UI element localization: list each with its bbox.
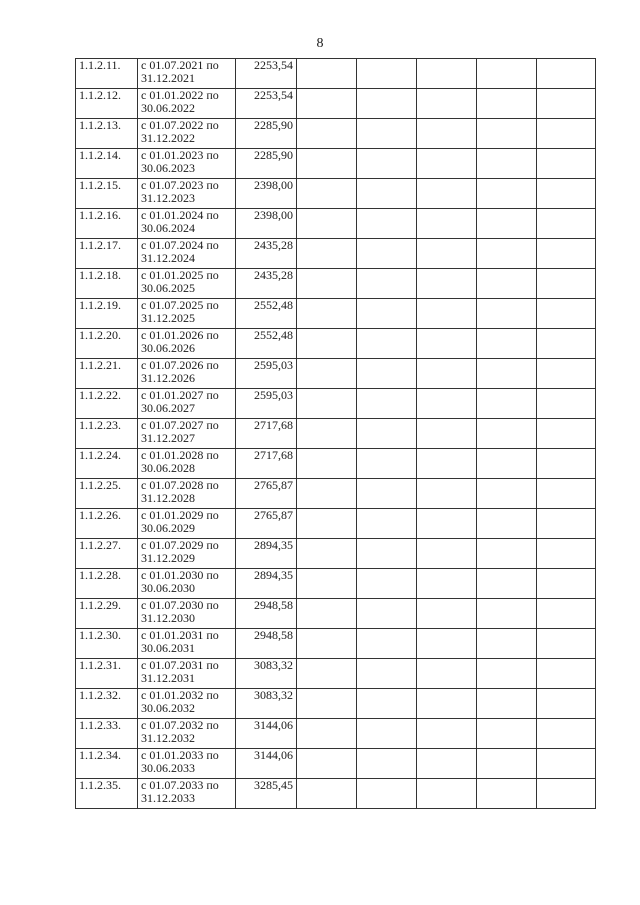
period-to: 31.12.2024 (141, 251, 195, 265)
table-row (76, 719, 596, 749)
empty-cell (537, 239, 596, 269)
empty-cell (537, 269, 596, 299)
empty-cell (477, 269, 537, 299)
empty-cell (357, 569, 417, 599)
table-row (76, 119, 596, 149)
empty-cell (537, 659, 596, 689)
period-from: с 01.01.2031 по (141, 628, 219, 642)
table-row (76, 449, 596, 479)
empty-cell (537, 539, 596, 569)
table-row (76, 539, 596, 569)
period-from: с 01.01.2030 по (141, 568, 219, 582)
tariff-value: 2765,87 (236, 479, 297, 509)
period-to: 30.06.2029 (141, 521, 195, 535)
row-number: 1.1.2.12. (76, 89, 138, 119)
empty-cell (357, 389, 417, 419)
empty-cell (477, 59, 537, 89)
empty-cell (417, 779, 477, 809)
empty-cell (477, 209, 537, 239)
tariff-value: 2948,58 (236, 629, 297, 659)
period-from: с 01.07.2025 по (141, 298, 219, 312)
empty-cell (357, 179, 417, 209)
row-number: 1.1.2.21. (76, 359, 138, 389)
period-cell (138, 359, 236, 389)
row-number: 1.1.2.15. (76, 179, 138, 209)
tariff-value: 2253,54 (236, 59, 297, 89)
empty-cell (537, 509, 596, 539)
period-from: с 01.01.2026 по (141, 328, 219, 342)
period-from: с 01.01.2029 по (141, 508, 219, 522)
empty-cell (297, 419, 357, 449)
empty-cell (357, 749, 417, 779)
empty-cell (417, 59, 477, 89)
empty-cell (477, 419, 537, 449)
empty-cell (357, 479, 417, 509)
period-cell (138, 719, 236, 749)
period-to: 30.06.2024 (141, 221, 195, 235)
empty-cell (417, 599, 477, 629)
row-number: 1.1.2.35. (76, 779, 138, 809)
empty-cell (297, 89, 357, 119)
empty-cell (297, 569, 357, 599)
empty-cell (357, 269, 417, 299)
period-cell (138, 479, 236, 509)
empty-cell (357, 539, 417, 569)
empty-cell (417, 239, 477, 269)
empty-cell (477, 239, 537, 269)
empty-cell (417, 749, 477, 779)
tariff-value: 2894,35 (236, 539, 297, 569)
tariff-value: 2285,90 (236, 119, 297, 149)
empty-cell (537, 779, 596, 809)
period-from: с 01.01.2032 по (141, 688, 219, 702)
empty-cell (537, 389, 596, 419)
empty-cell (297, 119, 357, 149)
empty-cell (417, 509, 477, 539)
empty-cell (357, 89, 417, 119)
period-from: с 01.07.2032 по (141, 718, 219, 732)
period-to: 30.06.2028 (141, 461, 195, 475)
empty-cell (477, 629, 537, 659)
empty-cell (537, 329, 596, 359)
period-cell (138, 629, 236, 659)
table-row (76, 629, 596, 659)
tariff-value: 3083,32 (236, 659, 297, 689)
period-cell (138, 59, 236, 89)
period-cell (138, 689, 236, 719)
empty-cell (477, 569, 537, 599)
empty-cell (297, 209, 357, 239)
period-to: 31.12.2028 (141, 491, 195, 505)
period-to: 31.12.2026 (141, 371, 195, 385)
empty-cell (357, 239, 417, 269)
period-to: 30.06.2022 (141, 101, 195, 115)
empty-cell (297, 719, 357, 749)
row-number: 1.1.2.22. (76, 389, 138, 419)
empty-cell (537, 419, 596, 449)
empty-cell (297, 269, 357, 299)
empty-cell (357, 119, 417, 149)
table-row (76, 59, 596, 89)
empty-cell (357, 629, 417, 659)
period-cell (138, 389, 236, 419)
empty-cell (477, 749, 537, 779)
tariff-table (75, 58, 596, 809)
period-to: 30.06.2023 (141, 161, 195, 175)
empty-cell (537, 629, 596, 659)
period-cell (138, 149, 236, 179)
empty-cell (357, 659, 417, 689)
empty-cell (417, 719, 477, 749)
period-to: 31.12.2027 (141, 431, 195, 445)
period-cell (138, 269, 236, 299)
table-row (76, 89, 596, 119)
tariff-value: 2894,35 (236, 569, 297, 599)
period-from: с 01.01.2024 по (141, 208, 219, 222)
empty-cell (477, 299, 537, 329)
row-number: 1.1.2.11. (76, 59, 138, 89)
empty-cell (417, 539, 477, 569)
row-number: 1.1.2.17. (76, 239, 138, 269)
period-cell (138, 299, 236, 329)
period-from: с 01.01.2023 по (141, 148, 219, 162)
empty-cell (477, 539, 537, 569)
empty-cell (417, 299, 477, 329)
row-number: 1.1.2.16. (76, 209, 138, 239)
tariff-value: 2595,03 (236, 359, 297, 389)
empty-cell (297, 299, 357, 329)
row-number: 1.1.2.23. (76, 419, 138, 449)
row-number: 1.1.2.18. (76, 269, 138, 299)
tariff-value: 2398,00 (236, 179, 297, 209)
empty-cell (357, 59, 417, 89)
empty-cell (417, 389, 477, 419)
tariff-value: 2717,68 (236, 419, 297, 449)
table-row (76, 779, 596, 809)
period-from: с 01.07.2033 по (141, 778, 219, 792)
tariff-value: 3144,06 (236, 719, 297, 749)
period-to: 31.12.2030 (141, 611, 195, 625)
row-number: 1.1.2.24. (76, 449, 138, 479)
table-row (76, 569, 596, 599)
empty-cell (537, 149, 596, 179)
row-number: 1.1.2.27. (76, 539, 138, 569)
empty-cell (477, 89, 537, 119)
period-cell (138, 179, 236, 209)
table-row (76, 209, 596, 239)
empty-cell (357, 509, 417, 539)
empty-cell (477, 119, 537, 149)
empty-cell (417, 359, 477, 389)
period-to: 30.06.2027 (141, 401, 195, 415)
empty-cell (477, 389, 537, 419)
period-cell (138, 329, 236, 359)
period-to: 31.12.2032 (141, 731, 195, 745)
period-to: 30.06.2026 (141, 341, 195, 355)
empty-cell (357, 779, 417, 809)
table-row (76, 239, 596, 269)
empty-cell (297, 239, 357, 269)
period-from: с 01.01.2028 по (141, 448, 219, 462)
empty-cell (477, 149, 537, 179)
tariff-value: 3144,06 (236, 749, 297, 779)
empty-cell (477, 659, 537, 689)
empty-cell (357, 449, 417, 479)
period-to: 30.06.2030 (141, 581, 195, 595)
empty-cell (417, 209, 477, 239)
empty-cell (297, 599, 357, 629)
empty-cell (537, 599, 596, 629)
period-to: 31.12.2033 (141, 791, 195, 805)
tariff-value: 2285,90 (236, 149, 297, 179)
tariff-value: 2552,48 (236, 329, 297, 359)
empty-cell (537, 89, 596, 119)
empty-cell (477, 509, 537, 539)
table-row (76, 689, 596, 719)
empty-cell (537, 359, 596, 389)
period-from: с 01.01.2022 по (141, 88, 219, 102)
period-from: с 01.07.2024 по (141, 238, 219, 252)
table-row (76, 389, 596, 419)
empty-cell (297, 359, 357, 389)
empty-cell (417, 569, 477, 599)
tariff-value: 2948,58 (236, 599, 297, 629)
period-cell (138, 449, 236, 479)
row-number: 1.1.2.33. (76, 719, 138, 749)
tariff-table-body (76, 59, 596, 809)
period-to: 31.12.2025 (141, 311, 195, 325)
empty-cell (537, 209, 596, 239)
empty-cell (297, 479, 357, 509)
period-to: 31.12.2022 (141, 131, 195, 145)
empty-cell (417, 329, 477, 359)
tariff-value: 3285,45 (236, 779, 297, 809)
row-number: 1.1.2.14. (76, 149, 138, 179)
empty-cell (537, 449, 596, 479)
empty-cell (477, 479, 537, 509)
empty-cell (297, 509, 357, 539)
empty-cell (357, 209, 417, 239)
empty-cell (297, 629, 357, 659)
empty-cell (357, 329, 417, 359)
row-number: 1.1.2.31. (76, 659, 138, 689)
period-to: 30.06.2031 (141, 641, 195, 655)
table-row (76, 269, 596, 299)
empty-cell (297, 149, 357, 179)
empty-cell (417, 419, 477, 449)
empty-cell (417, 179, 477, 209)
row-number: 1.1.2.19. (76, 299, 138, 329)
row-number: 1.1.2.34. (76, 749, 138, 779)
tariff-value: 2595,03 (236, 389, 297, 419)
empty-cell (417, 479, 477, 509)
row-number: 1.1.2.32. (76, 689, 138, 719)
period-cell (138, 539, 236, 569)
tariff-value: 2253,54 (236, 89, 297, 119)
period-from: с 01.07.2022 по (141, 118, 219, 132)
empty-cell (477, 359, 537, 389)
empty-cell (537, 749, 596, 779)
empty-cell (537, 119, 596, 149)
empty-cell (297, 59, 357, 89)
empty-cell (357, 299, 417, 329)
empty-cell (537, 689, 596, 719)
period-cell (138, 239, 236, 269)
row-number: 1.1.2.25. (76, 479, 138, 509)
empty-cell (297, 749, 357, 779)
empty-cell (297, 179, 357, 209)
table-row (76, 659, 596, 689)
empty-cell (417, 629, 477, 659)
period-from: с 01.01.2027 по (141, 388, 219, 402)
empty-cell (537, 719, 596, 749)
empty-cell (537, 479, 596, 509)
period-cell (138, 659, 236, 689)
period-from: с 01.07.2030 по (141, 598, 219, 612)
empty-cell (537, 299, 596, 329)
page-number: 8 (316, 36, 324, 51)
period-to: 31.12.2031 (141, 671, 195, 685)
row-number: 1.1.2.30. (76, 629, 138, 659)
empty-cell (357, 359, 417, 389)
table-row (76, 599, 596, 629)
empty-cell (417, 269, 477, 299)
period-cell (138, 509, 236, 539)
empty-cell (537, 569, 596, 599)
period-from: с 01.07.2031 по (141, 658, 219, 672)
period-from: с 01.07.2026 по (141, 358, 219, 372)
period-cell (138, 599, 236, 629)
empty-cell (477, 599, 537, 629)
empty-cell (417, 89, 477, 119)
empty-cell (297, 329, 357, 359)
row-number: 1.1.2.29. (76, 599, 138, 629)
empty-cell (417, 659, 477, 689)
empty-cell (297, 449, 357, 479)
table-row (76, 359, 596, 389)
period-cell (138, 419, 236, 449)
table-row (76, 509, 596, 539)
period-from: с 01.07.2021 по (141, 58, 219, 72)
empty-cell (357, 719, 417, 749)
table-row (76, 419, 596, 449)
period-to: 30.06.2032 (141, 701, 195, 715)
empty-cell (297, 689, 357, 719)
tariff-value: 2765,87 (236, 509, 297, 539)
period-to: 31.12.2029 (141, 551, 195, 565)
period-from: с 01.07.2028 по (141, 478, 219, 492)
row-number: 1.1.2.28. (76, 569, 138, 599)
period-to: 30.06.2025 (141, 281, 195, 295)
empty-cell (357, 599, 417, 629)
period-from: с 01.07.2027 по (141, 418, 219, 432)
empty-cell (477, 449, 537, 479)
empty-cell (537, 59, 596, 89)
period-to: 31.12.2021 (141, 71, 195, 85)
empty-cell (417, 449, 477, 479)
empty-cell (477, 689, 537, 719)
period-from: с 01.07.2023 по (141, 178, 219, 192)
empty-cell (297, 389, 357, 419)
empty-cell (297, 539, 357, 569)
empty-cell (297, 779, 357, 809)
tariff-value: 2398,00 (236, 209, 297, 239)
empty-cell (297, 659, 357, 689)
table-row (76, 299, 596, 329)
period-cell (138, 569, 236, 599)
period-cell (138, 209, 236, 239)
period-to: 30.06.2033 (141, 761, 195, 775)
period-cell (138, 749, 236, 779)
empty-cell (357, 689, 417, 719)
period-cell (138, 779, 236, 809)
empty-cell (357, 419, 417, 449)
period-from: с 01.01.2025 по (141, 268, 219, 282)
table-row (76, 479, 596, 509)
table-row (76, 749, 596, 779)
period-cell (138, 89, 236, 119)
tariff-value: 2435,28 (236, 239, 297, 269)
period-from: с 01.07.2029 по (141, 538, 219, 552)
empty-cell (537, 179, 596, 209)
empty-cell (417, 689, 477, 719)
empty-cell (477, 179, 537, 209)
tariff-value: 2717,68 (236, 449, 297, 479)
empty-cell (417, 119, 477, 149)
tariff-value: 2552,48 (236, 299, 297, 329)
period-cell (138, 119, 236, 149)
period-to: 31.12.2023 (141, 191, 195, 205)
tariff-value: 3083,32 (236, 689, 297, 719)
table-row (76, 329, 596, 359)
row-number: 1.1.2.26. (76, 509, 138, 539)
row-number: 1.1.2.13. (76, 119, 138, 149)
period-from: с 01.01.2033 по (141, 748, 219, 762)
table-row (76, 179, 596, 209)
table-row (76, 149, 596, 179)
empty-cell (477, 329, 537, 359)
empty-cell (357, 149, 417, 179)
empty-cell (417, 149, 477, 179)
empty-cell (477, 779, 537, 809)
tariff-value: 2435,28 (236, 269, 297, 299)
empty-cell (477, 719, 537, 749)
row-number: 1.1.2.20. (76, 329, 138, 359)
